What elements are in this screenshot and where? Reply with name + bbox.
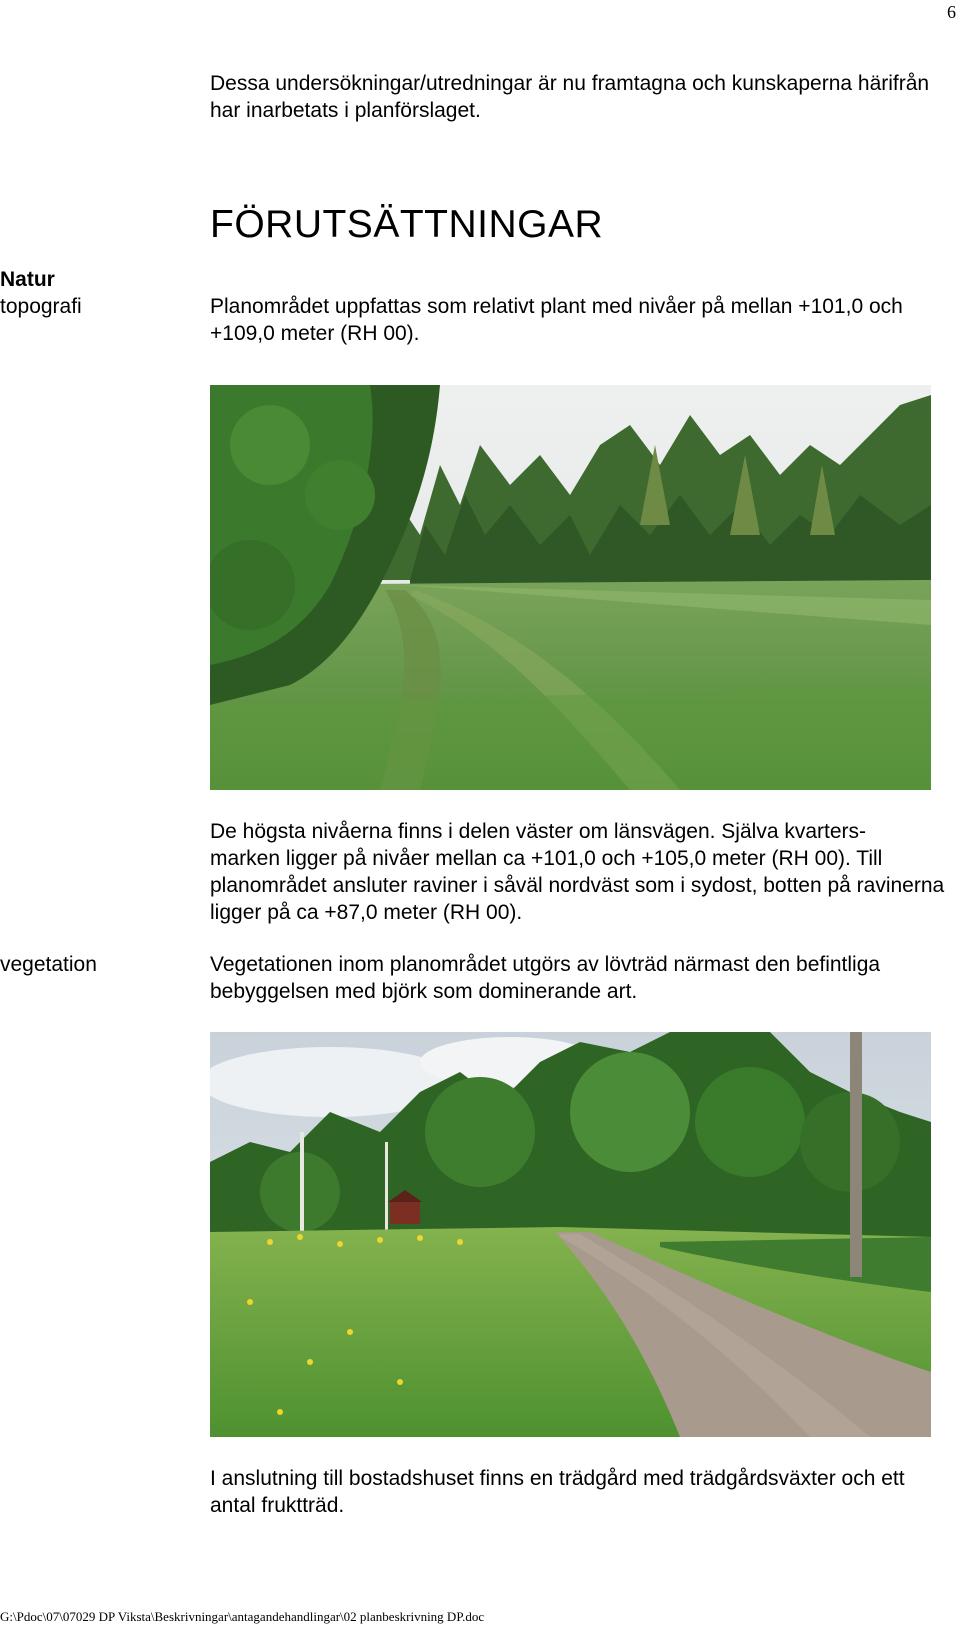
- page-number: 6: [947, 2, 956, 22]
- topografi-label: topografi: [0, 295, 82, 318]
- topografi-paragraph: Planområdet uppfattas som relativt plant med nivåer på mellan +101,0 och +109,0 meter (RH 00).: [210, 295, 903, 345]
- topografi-details-rest: marken ligger på nivåer mellan ca +101,0 och +105,0 meter (RH 00). Till planområdet ansluter raviner i såväl nordväst som i sydost, botten på ravinerna ligger på ca +87,0 meter (RH 00).: [210, 847, 945, 924]
- garden-paragraph: I anslutning till bostadshuset finns en trädgård med trädgårdsväxter och ett antal fruktträd.: [210, 1467, 905, 1517]
- natur-title: Natur: [0, 268, 55, 291]
- topografi-details-paragraph: [210, 818, 955, 926]
- vegetation-paragraph: Vegetationen inom planområdet utgörs av lövträd närmast den befintliga bebyggelsen med björk som dominerande art.: [210, 953, 881, 1003]
- vegetation-label: vegetation: [0, 953, 97, 976]
- intro-paragraph: Dessa undersökningar/utredningar är nu framtagna och kunskaperna härifrån har inarbetats i planförslaget.: [210, 72, 930, 122]
- field-photo: [210, 385, 931, 790]
- natur-label: [0, 266, 55, 293]
- footer-file-path: G:\Pdoc\07\07029 DP Viksta\Beskrivningar\antagandehandlingar\02 planbeskrivning DP.doc: [0, 1609, 485, 1624]
- section-heading: FÖRUTSÄTTNINGAR: [210, 203, 604, 246]
- topografi-details-line-1: De högsta nivåerna finns i delen väster om länsvägen. Själva kvarters-: [210, 820, 867, 843]
- road-photo: [210, 1032, 931, 1437]
